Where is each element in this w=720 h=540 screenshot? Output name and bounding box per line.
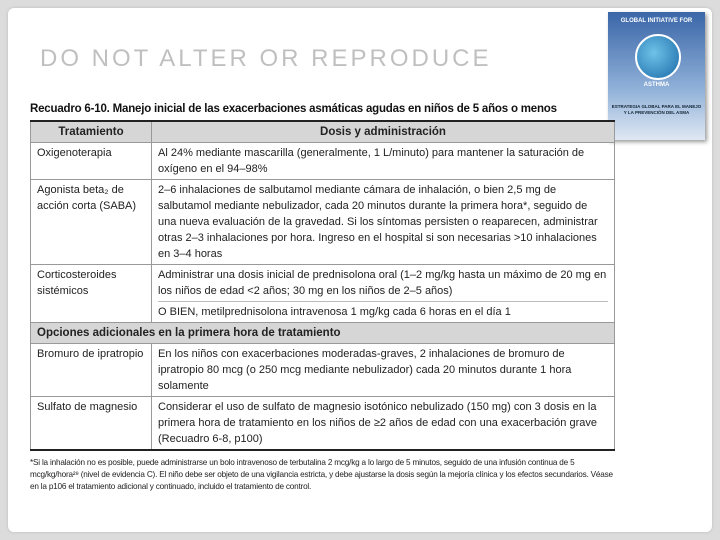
table-row [31, 265, 615, 323]
watermark: DO NOT ALTER OR REPRODUCE [40, 45, 492, 72]
treatment-cell: Bromuro de ipratropio [31, 344, 152, 397]
table-row [31, 397, 615, 451]
logo-bottom-text: ASTHMA [643, 82, 670, 88]
treatment-cell: Agonista beta₂ de acción corta (SABA) [31, 180, 152, 265]
table-row [31, 143, 615, 180]
section-row [31, 323, 615, 344]
treatment-cell: Sulfato de magnesio [31, 397, 152, 451]
dose-cell: En los niños con exacerbaciones moderadas-graves, 2 inhalaciones de bromuro de ipratropio 80 mcg (o 250 mcg mediante nebulizador) cada 20 minutos durante 1 hora solamente [152, 344, 615, 397]
footnote: *Si la inhalación no es posible, puede administrarse un bolo intravenoso de terbutalina 2 mcg/kg a lo largo de 5 minutos, seguido de una infusión continua de 5 mcg/kg/hora²⁹ (nivel de evidencia C). El niño debe ser objeto de una vigilancia estricta, y debe ajustarse la dosis según la mejoría clínica y los efectos secundarios. Véase en la p106 el tratamiento adicional y continuado, incluido el tratamiento de control. [30, 458, 613, 491]
table-header [31, 121, 615, 143]
table-row [31, 180, 615, 265]
dose-text: Administrar una dosis inicial de prednisolona oral (1–2 mg/kg hasta un máximo de 20 mg en los niños de edad <2 años; 30 mg en los niños de 2–5 años) [158, 269, 607, 297]
header-dose: Dosis y administración [152, 121, 615, 143]
header-treatment: Tratamiento [31, 121, 152, 143]
dose-cell: Considerar el uso de sulfato de magnesio isotónico nebulizado (150 mg) con 3 dosis en la primera hora de tratamiento en los niños de ≥2 años de edad con una exacerbación grave (Recuadro 6-8, p100) [152, 397, 615, 451]
logo-top-text: GLOBAL INITIATIVE FOR [620, 18, 693, 24]
dose-cell: Al 24% mediante mascarilla (generalmente, 1 L/minuto) para mantener la saturación de oxígeno en el 94–98% [152, 143, 615, 180]
table-row [31, 344, 615, 397]
dose-alt-text: O BIEN, metilprednisolona intravenosa 1 mg/kg cada 6 horas en el día 1 [158, 301, 608, 320]
dose-cell [152, 265, 615, 323]
treatment-cell: Corticosteroides sistémicos [31, 265, 152, 323]
globe-icon [635, 34, 681, 80]
gina-logo [608, 12, 705, 140]
treatment-table [30, 120, 615, 451]
treatment-cell: Oxigenoterapia [31, 143, 152, 180]
logo-subtitle: ESTRATEGIA GLOBAL PARA EL MANEJO Y LA PREVENCIÓN DEL ASMA [611, 104, 702, 115]
section-heading: Opciones adicionales en la primera hora de tratamiento [31, 323, 615, 344]
content [30, 103, 620, 493]
dose-cell: 2–6 inhalaciones de salbutamol mediante cámara de inhalación, o bien 2,5 mg de salbutamol mediante nebulizador, cada 20 minutos durante la primera hora*, seguido de una nueva evaluación de la gravedad. Si los síntomas persisten o reaparecen, administrar otras 2–3 inhalaciones por hora. Ingreso en el hospital si son necesarias >10 inhalaciones en 3–4 horas [152, 180, 615, 265]
box-title: Recuadro 6-10. Manejo inicial de las exacerbaciones asmáticas agudas en niños de 5 años o menos [30, 103, 557, 115]
